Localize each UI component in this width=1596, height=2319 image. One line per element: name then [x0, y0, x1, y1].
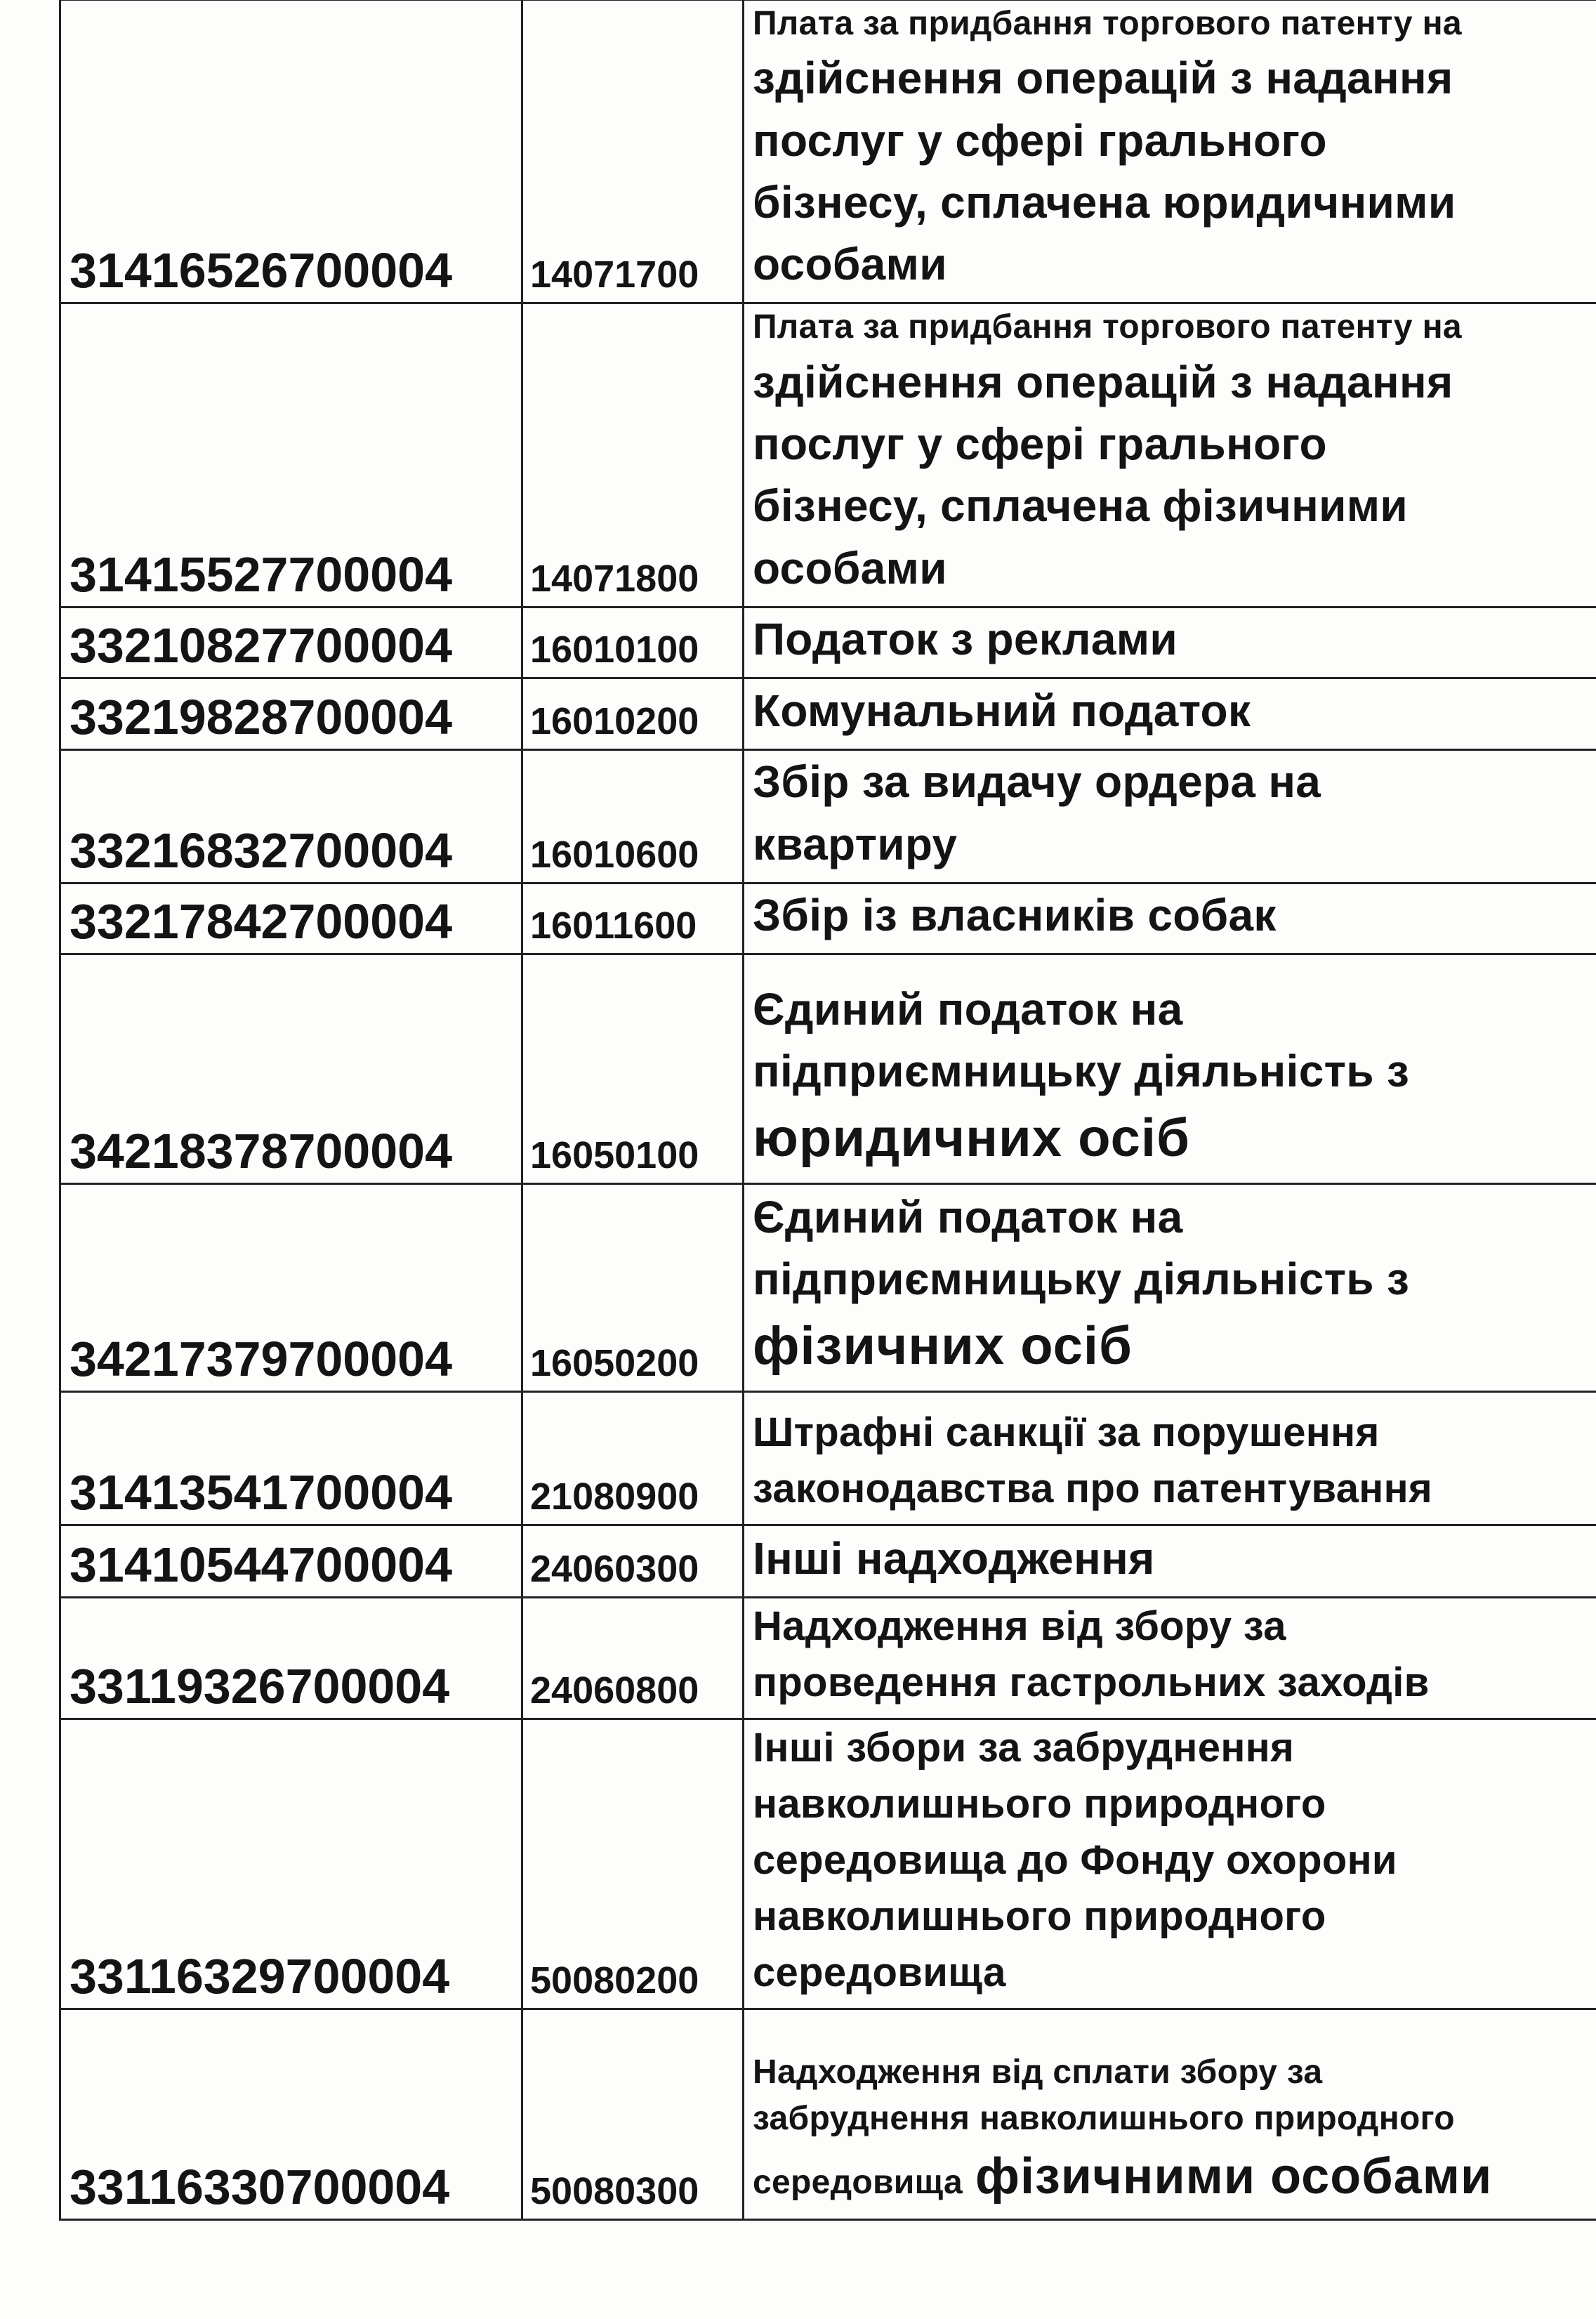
description-line-text: послуг у сфері грального — [753, 114, 1327, 166]
account-number-cell: 31416526700004 — [60, 0, 522, 303]
account-number-cell: 31415527700004 — [60, 303, 522, 607]
account-number-cell: 33116329700004 — [60, 1719, 522, 2009]
table-row — [60, 0, 1596, 303]
description-line-tail: фізичними особами — [975, 2148, 1493, 2205]
description-line — [753, 2096, 1590, 2142]
description-line — [753, 2049, 1590, 2096]
description-line — [753, 1, 1590, 47]
description-line — [753, 110, 1590, 171]
budget-code-cell: 16010100 — [522, 607, 744, 678]
description-cell — [744, 1184, 1596, 1392]
description-line — [753, 1405, 1590, 1461]
description-line — [753, 1102, 1590, 1176]
description-line — [753, 537, 1590, 599]
description-line — [753, 1945, 1590, 2001]
description-line — [753, 475, 1590, 537]
table-row — [60, 607, 1596, 678]
description-line-text: особами — [753, 542, 947, 593]
budget-code-cell: 16050100 — [522, 954, 744, 1184]
budget-code-cell: 50080200 — [522, 1719, 744, 2009]
description-line-text: Інші збори за забруднення — [753, 1725, 1295, 1771]
description-line-text: Інші надходження — [753, 1532, 1155, 1584]
account-number-cell: 33216832700004 — [60, 750, 522, 883]
budget-code-cell: 16050200 — [522, 1184, 744, 1392]
description-line-text: квартиру — [753, 818, 958, 869]
description-cell — [744, 0, 1596, 303]
budget-code-cell: 24060800 — [522, 1598, 744, 1719]
table-row — [60, 303, 1596, 607]
description-cell — [744, 750, 1596, 883]
description-line — [753, 351, 1590, 413]
description-line-text: Єдиний податок на — [753, 983, 1183, 1034]
description-line — [753, 1461, 1590, 1517]
table-row — [60, 1392, 1596, 1525]
description-line — [753, 1248, 1590, 1310]
description-cell — [744, 678, 1596, 750]
description-line — [753, 304, 1590, 350]
description-cell — [744, 607, 1596, 678]
description-line — [753, 1720, 1590, 1776]
description-cell — [744, 1392, 1596, 1525]
description-line-text: Плата за придбання торгового патенту на — [753, 5, 1462, 42]
description-line-text: Єдиний податок на — [753, 1191, 1183, 1242]
description-line-text: здійснення операцій з надання — [753, 356, 1453, 407]
description-line-text: бізнесу, сплачена юридичними — [753, 176, 1456, 228]
description-cell — [744, 2009, 1596, 2220]
description-line — [753, 1888, 1590, 1945]
description-line — [753, 1598, 1590, 1655]
account-number-cell: 31413541700004 — [60, 1392, 522, 1525]
description-line-text: Надходження від збору за — [753, 1603, 1286, 1650]
description-line-text: юридичних осіб — [753, 1108, 1190, 1169]
table-row — [60, 1598, 1596, 1719]
description-line-text: Податок з реклами — [753, 613, 1178, 664]
description-line — [753, 751, 1590, 813]
description-line — [753, 1528, 1590, 1589]
description-line — [753, 171, 1590, 233]
budget-code-cell: 14071800 — [522, 303, 744, 607]
description-cell — [744, 1719, 1596, 2009]
budget-code-cell: 50080300 — [522, 2009, 744, 2220]
budget-code-cell: 16010600 — [522, 750, 744, 883]
table-row — [60, 678, 1596, 750]
description-cell — [744, 1598, 1596, 1719]
account-number-cell: 33119326700004 — [60, 1598, 522, 1719]
description-line-text: підприємницьку діяльність з — [753, 1046, 1410, 1097]
table-row — [60, 2009, 1596, 2220]
description-line — [753, 1655, 1590, 1711]
description-line-text: середовища до Фонду охорони — [753, 1837, 1397, 1884]
budget-codes-table — [59, 0, 1596, 2221]
description-line — [753, 680, 1590, 742]
description-line-text: здійснення операцій з надання — [753, 53, 1453, 104]
description-line — [753, 608, 1590, 670]
description-line-text: фізичних осіб — [753, 1316, 1133, 1377]
description-line-text: Збір за видачу ордера на — [753, 756, 1321, 808]
description-line-text: бізнесу, сплачена фізичними — [753, 480, 1409, 532]
budget-code-cell: 21080900 — [522, 1392, 744, 1525]
description-line — [753, 2142, 1590, 2212]
description-line — [753, 1832, 1590, 1888]
budget-code-cell: 16010200 — [522, 678, 744, 750]
budget-code-cell: 24060300 — [522, 1525, 744, 1598]
description-line-text: Комунальний податок — [753, 685, 1251, 736]
description-line — [753, 233, 1590, 295]
description-cell — [744, 954, 1596, 1184]
description-line-text: послуг у сфері грального — [753, 419, 1327, 470]
description-line — [753, 413, 1590, 475]
table-row — [60, 883, 1596, 954]
description-line-text: навколишнього природного — [753, 1893, 1326, 1940]
description-line — [753, 978, 1590, 1040]
description-line — [753, 1776, 1590, 1832]
account-number-cell: 33219828700004 — [60, 678, 522, 750]
description-line — [753, 884, 1590, 946]
account-number-cell: 33116330700004 — [60, 2009, 522, 2220]
table-row — [60, 1525, 1596, 1598]
description-cell — [744, 883, 1596, 954]
description-line-text: особами — [753, 239, 947, 290]
account-number-cell: 31410544700004 — [60, 1525, 522, 1598]
description-line-text: законодавства про патентування — [753, 1466, 1433, 1512]
table-row — [60, 750, 1596, 883]
description-line — [753, 1186, 1590, 1248]
description-line — [753, 813, 1590, 875]
description-line-text: навколишнього природного — [753, 1781, 1326, 1827]
description-line-text: Збір із власників собак — [753, 889, 1277, 940]
account-number-cell: 33217842700004 — [60, 883, 522, 954]
description-line-text: Штрафні санкції за порушення — [753, 1410, 1380, 1456]
table-body — [60, 0, 1596, 2220]
account-number-cell: 34217379700004 — [60, 1184, 522, 1392]
budget-code-cell: 16011600 — [522, 883, 744, 954]
account-number-cell: 34218378700004 — [60, 954, 522, 1184]
description-line-text: підприємницьку діяльність з — [753, 1254, 1410, 1305]
description-line-text: Надходження від сплати збору за — [753, 2053, 1323, 2091]
description-line-text: забруднення навколишнього природного — [753, 2099, 1455, 2137]
description-line-text: середовища — [753, 2164, 963, 2202]
account-number-cell: 33210827700004 — [60, 607, 522, 678]
description-line — [753, 47, 1590, 109]
budget-code-cell: 14071700 — [522, 0, 744, 303]
table-row — [60, 1184, 1596, 1392]
description-line-text: Плата за придбання торгового патенту на — [753, 308, 1462, 346]
description-line-text: середовища — [753, 1950, 1006, 1996]
description-line — [753, 1310, 1590, 1384]
table-row — [60, 1719, 1596, 2009]
table-row — [60, 954, 1596, 1184]
description-cell — [744, 1525, 1596, 1598]
description-line — [753, 1040, 1590, 1102]
description-cell — [744, 303, 1596, 607]
description-line-text: проведення гастрольних заходів — [753, 1660, 1430, 1706]
